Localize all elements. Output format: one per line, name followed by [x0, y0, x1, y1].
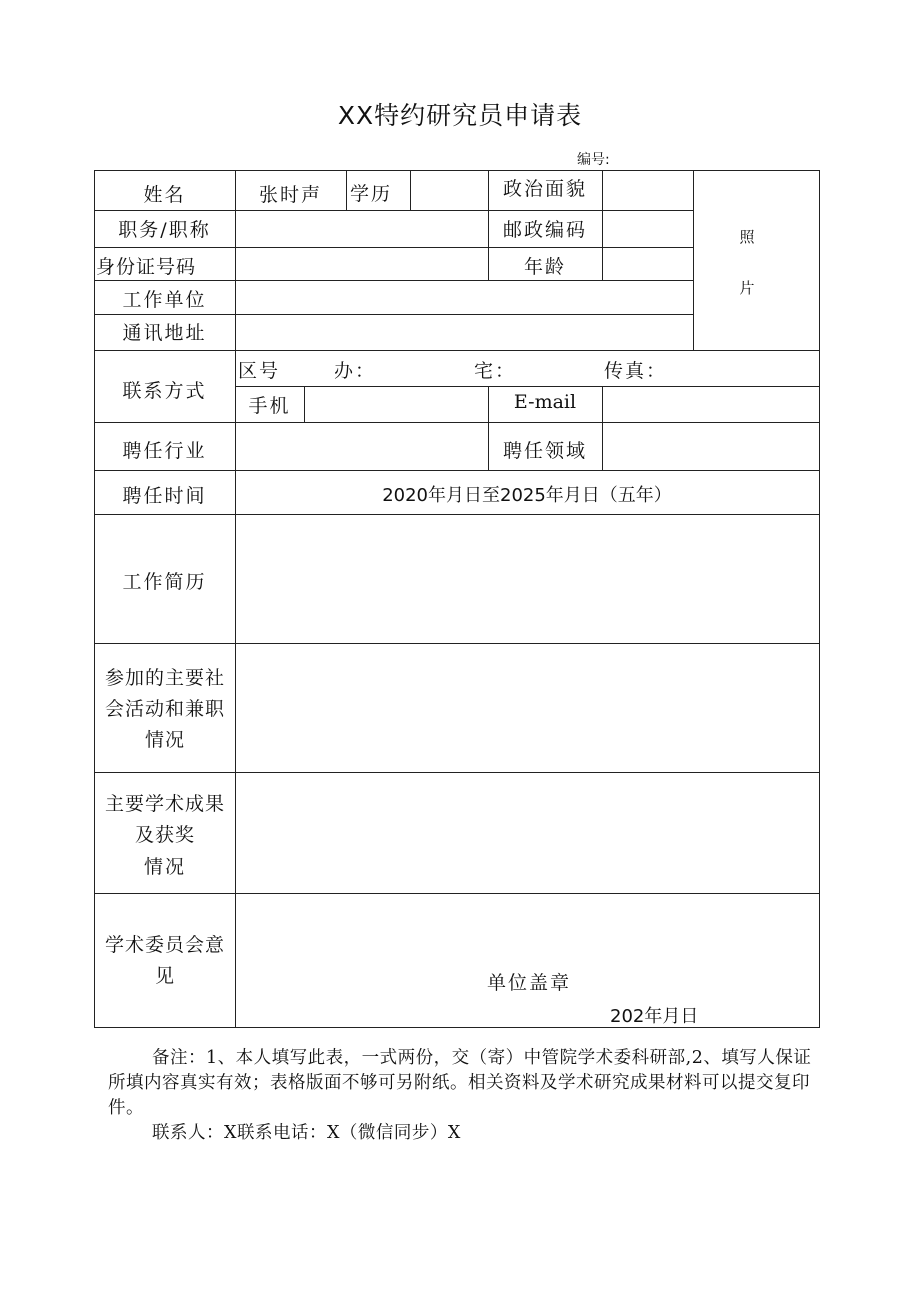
fax-label: 传真： [604, 360, 668, 382]
contact-label: 联系方式 [122, 380, 207, 402]
term-value: 2020年月日至2025年月日（五年） [382, 485, 672, 506]
activities-label: 参加的主要社会活动和兼职情况 [104, 667, 225, 751]
table-border-bottom [94, 1027, 820, 1028]
row-divider [94, 350, 820, 351]
achievements-field[interactable] [236, 773, 819, 893]
id-number-field[interactable] [236, 248, 488, 280]
home-phone-label: 宅： [474, 360, 517, 382]
email-label: E-mail [513, 391, 577, 413]
name-field[interactable]: 张时声 [258, 184, 322, 206]
activities-field[interactable] [236, 644, 819, 772]
form-title: XX特约研究员申请表 [337, 101, 583, 130]
photo-label-top: 照 [739, 228, 755, 246]
political-status-field[interactable] [603, 171, 693, 210]
name-label: 姓名 [143, 184, 186, 206]
row-divider [94, 893, 820, 894]
age-field[interactable] [603, 248, 693, 280]
date-value: 202年月日 [610, 1006, 699, 1027]
serial-number-label: 编号: [577, 152, 610, 168]
education-label: 学历 [349, 183, 392, 205]
notes-section [108, 1046, 828, 1146]
resume-label: 工作简历 [122, 571, 207, 593]
industry-label: 聘任行业 [122, 440, 207, 462]
postal-code-field[interactable] [603, 211, 693, 247]
achievements-label: 主要学术成果及获奖 [104, 793, 225, 846]
postal-code-label: 邮政编码 [502, 219, 587, 241]
row-divider [94, 470, 820, 471]
mobile-field[interactable] [305, 387, 488, 422]
domain-field[interactable] [603, 423, 819, 470]
position-title-label: 职务/职称 [118, 219, 211, 241]
email-field[interactable] [603, 387, 819, 422]
address-label: 通讯地址 [122, 322, 207, 344]
area-code-label: 区号 [238, 360, 281, 382]
age-label: 年龄 [523, 256, 566, 278]
mobile-label: 手机 [248, 395, 291, 417]
notes-text: 备注：1、本人填写此表，一式两份，交（寄）中管院学术委科研部,2、填写人保证所填内容真实有效；表格版面不够可另附纸。相关资料及学术研究成果材料可以提交复印件。 [108, 1048, 812, 1118]
education-field[interactable] [411, 171, 488, 210]
address-field[interactable] [236, 315, 693, 350]
term-label: 聘任时间 [122, 485, 207, 507]
seal-label: 单位盖章 [487, 972, 572, 994]
domain-label: 聘任领域 [502, 440, 587, 462]
employer-field[interactable] [236, 281, 693, 314]
achievements-label-cont: 情况 [143, 856, 186, 878]
employer-label: 工作单位 [122, 289, 207, 311]
political-status-label: 政治面貌 [502, 178, 587, 200]
table-border-right [819, 170, 820, 1028]
office-phone-label: 办： [334, 360, 377, 382]
committee-opinion-label: 学术委员会意见 [104, 934, 225, 987]
photo-label-bottom: 片 [739, 279, 755, 297]
resume-field[interactable] [236, 515, 819, 643]
id-number-label: 身份证号码 [96, 256, 197, 278]
position-title-field[interactable] [236, 211, 488, 247]
industry-field[interactable] [236, 423, 488, 470]
col-divider [693, 170, 694, 350]
contact-info: 联系人：X联系电话：X（微信同步）X [152, 1123, 461, 1143]
